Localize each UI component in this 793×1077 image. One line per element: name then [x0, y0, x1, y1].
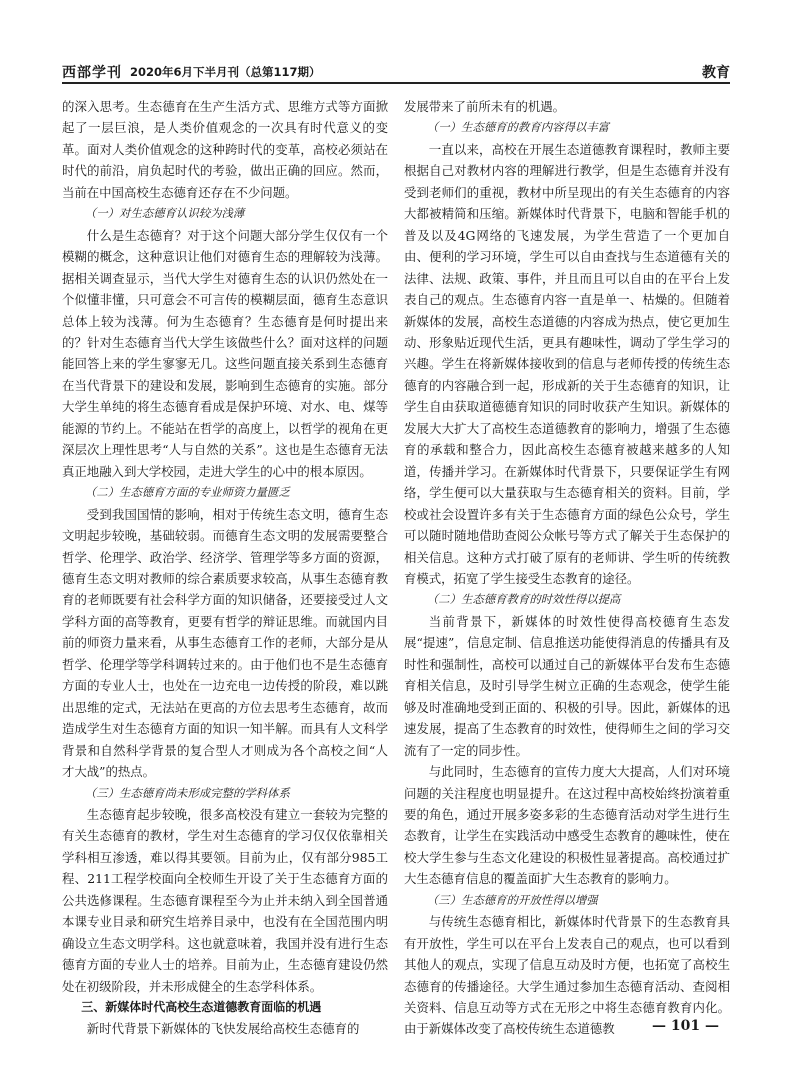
- subsection-heading: （一）对生态德育认识较为浅薄: [84, 206, 245, 221]
- left-column: [62, 96, 388, 1040]
- journal-name: 西部学刊: [62, 65, 122, 81]
- right-column: [404, 96, 730, 1040]
- paragraph: 当前背景下，新媒体的时效性使得高校德育生态发展“提速”，信息定制、信息推送功能使得消息的传播具有及时性和强制性，高校可以通过自己的新媒体平台发布生态德育相关信息，及时引导学生树立正确的生态观念，使学生能够及时准确地受到正面的、积极的引导。因此，新媒体的迅速发展，提高了生态教育的时效性，使得师生之间的学习交流有了一定的同步性。: [404, 613, 730, 758]
- page-number: — 101 —: [652, 1018, 719, 1034]
- paragraph: 一直以来，高校在开展生态道德教育课程时，教师主要根据自己对教材内容的理解进行教学，但是生态德育并没有受到老师们的重视，教材中所呈现出的有关生态德育的内容大都被精简和压缩。新媒体时代背景下，电脑和智能手机的普及以及4G网络的飞速发展，为学生营造了一个更加自由、便利的学习环境，学生可以自由查找与生态道德有关的法律、法规、政策、事件，并且而且可以自由的在平台上发表自己的观点。生态德育内容一直是单一、枯燥的。但随着新媒体的发展，高校生态道德的内容成为热点，使它更加生动、形象贴近现代生活，更具有趣味性，调动了学生学习的兴趣。学生在将新媒体接收到的信息与老师传授的传统生态德育的内容融合到一起，形成新的关于生态德育的知识，让学生自由获取道德德育知识的同时收获产生知识。新媒体的发展大大扩大了高校生态道德教育的影响力，增强了生态德育的承载和整合力，因此高校生态德育被越来越多的人知道，传播并学习。在新媒体时代背景下，只要保证学生有网络，学生便可以大量获取与生态德育相关的资料。目前，学校或社会设置许多有关于生态德育方面的绿色公众号，学生可以随时随地借助查阅公众帐号等方式了解关于生态保护的相关信息。这种方式打破了原有的老师讲、学生听的传统教育模式，拓宽了学生接受生态教育的途径。: [404, 141, 730, 586]
- paragraph: 什么是生态德育？对于这个问题大部分学生仅仅有一个模糊的概念，这种意识让他们对德育生态的理解较为浅薄。据相关调查显示，当代大学生对德育生态的认识仍然处在一个似懂非懂，只可意会不可言传的模糊层面，德育生态意识总体上较为浅薄。何为生态德育？生态德育是何时提出来的？针对生态德育当代大学生该做些什么？面对这样的问题能回答上来的学生寥寥无几。这些问题直接关系到生态德育在当代背景下的建设和发展，影响到生态德育的实施。部分大学生单纯的将生态德育看成是保护环境、对水、电、煤等能源的节约上。不能站在哲学的高度上，以哲学的视角在更深层次上理性思考“人与自然的关系”。这也是生态德育无法真正地融入到大学校园，走进大学生的心中的根本原因。: [62, 227, 388, 479]
- section-heading: 三、新媒体时代高校生态道德教育面临的机遇: [81, 1000, 322, 1015]
- paragraph: 的深入思考。生态德育在生产生活方式、思维方式等方面掀起了一层巨浪，是人类价值观念的一次具有时代意义的变革。面对人类价值观念的这种跨时代的变革，高校必须站在时代的前沿，肩负起时代的考验，做出正确的回应。然而，当前在中国高校生态德育还存在不少问题。: [62, 99, 388, 200]
- subsection-heading: （一）生态德育的教育内容得以丰富: [426, 120, 610, 135]
- paragraph: 与此同时，生态德育的宣传力度大大提高，人们对环境问题的关注程度也明显提升。在这过程中高校始终扮演着重要的角色，通过开展多姿多彩的生态德育活动对学生进行生态教育，让学生在实践活动中感受生态教育的趣味性，使在校大学生参与生态文化建设的积极性显著提高。高校通过扩大生态德育信息的覆盖面扩大生态教育的影响力。: [404, 764, 730, 887]
- page-header: [62, 62, 730, 84]
- paragraph: 新时代背景下新媒体的飞快发展给高校生态德育的: [86, 1021, 360, 1037]
- subsection-heading: （二）生态德育教育的时效性得以提高: [426, 592, 621, 607]
- subsection-heading: （三）生态德育尚未形成完整的学科体系: [84, 785, 290, 800]
- issue-info: 2020年6月下半月刊（总第117期）: [130, 65, 321, 79]
- paragraph: 生态德育起步较晚，很多高校没有建立一套较为完整的有关生态德育的教材，学生对生态德育的学习仅仅依靠相关学科相互渗透，难以得其要领。目前为止，仅有部分985工程、211工程学校面向全校师生开设了关于生态德育方面的公共选修课程。生态德育课程至今为止并未纳入到全国普通本课专业目录和研究生培养目录中，也没有在全国范围内明确设立生态文明学科。这也就意味着，我国并没有进行生态德育方面的专业人士的培养。目前为止，生态德育建设仍然处在初级阶段，并未形成健全的生态学科体系。: [62, 806, 388, 994]
- subsection-heading: （二）生态德育方面的专业师资力量匮乏: [84, 485, 290, 500]
- subsection-heading: （三）生态德育的开放性得以增强: [426, 892, 598, 907]
- paragraph: 发展带来了前所未有的机遇。: [404, 99, 566, 114]
- section-name: 教育: [702, 65, 730, 81]
- paragraph: 受到我国国情的影响，相对于传统生态文明，德育生态文明起步较晚，基础较弱。而德育生态文明的发展需要整合哲学、伦理学、政治学、经济学、管理学等多方面的资源，德育生态文明对教师的综合素质要求较高，从事生态德育教育的老师既要有社会科学方面的知识储备，还要接受过人文学科方面的高等教育，更要有哲学的辩证思维。而就国内目前的师资力量来看，从事生态德育工作的老师，大部分是从哲学、伦理学等学科调转过来的。由于他们也不是生态德育方面的专业人士，也处在一边充电一边传授的阶段，难以跳出思维的定式，无法站在更高的方位去思考生态德育，故而造成学生对生态德育方面的知识一知半解。而具有人文科学背景和自然科学背景的复合型人才则成为各个高校之间“人才大战”的热点。: [62, 506, 388, 780]
- paragraph: 与传统生态德育相比，新媒体时代背景下的生态教育具有开放性，学生可以在平台上发表自己的观点，也可以看到其他人的观点，实现了信息互动及时方便，也拓宽了高校生态德育的传播途径。大学生通过参加生态德育活动、查阅相关资料、信息互动等方式在无形之中将生态德育教育内化。由于新媒体改变了高校传统生态道德教: [404, 914, 730, 1037]
